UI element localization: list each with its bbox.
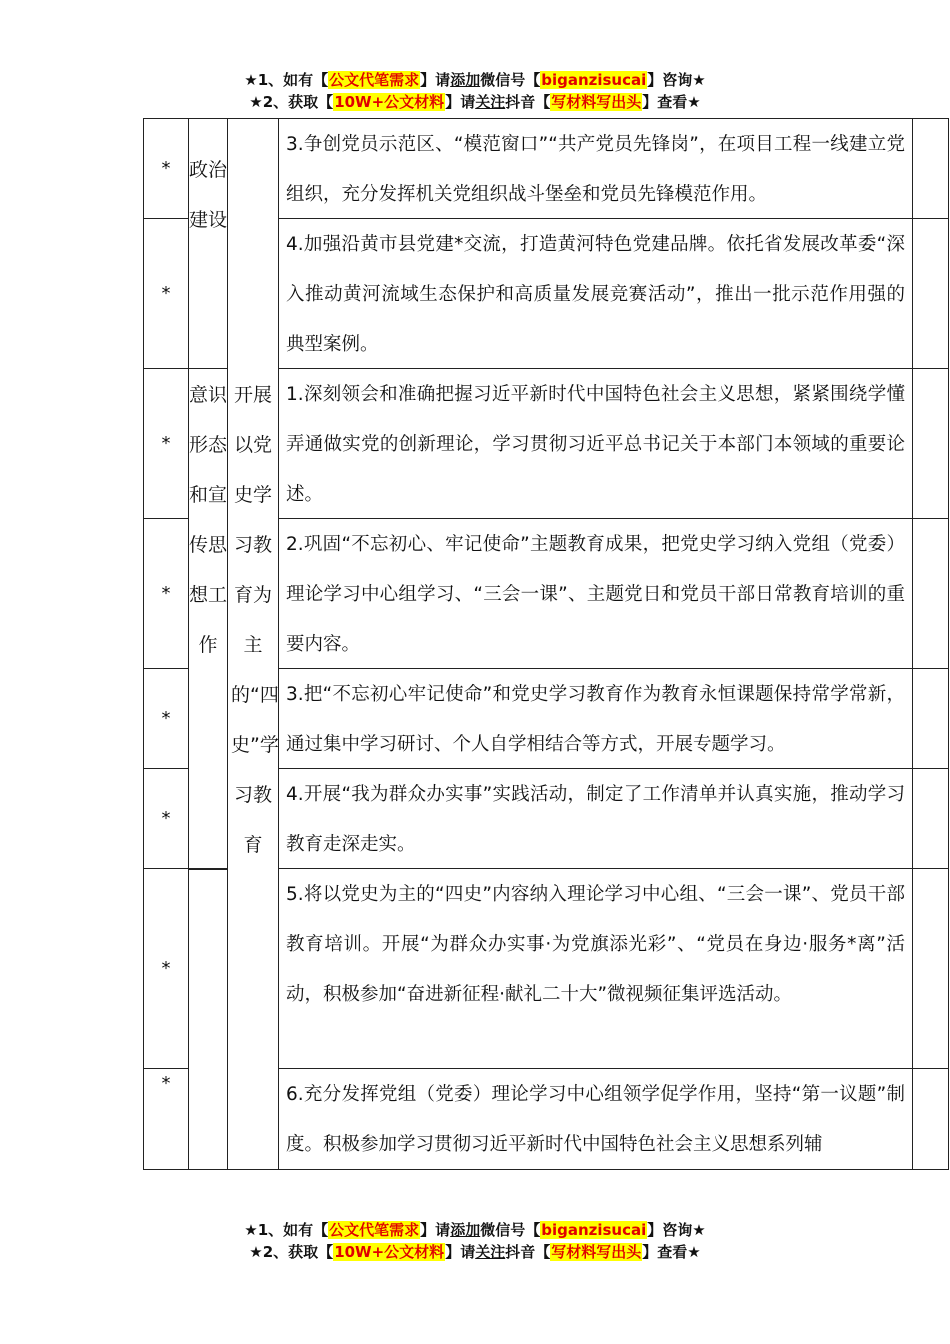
work-table [143, 118, 949, 1170]
banner1-highlight-service: 公文代笔需求 [329, 71, 420, 89]
banner2-suffix: 】查看★ [642, 1243, 701, 1261]
row-content: 1.深刻领会和准确把握习近平新时代中国特色社会主义思想，紧紧围绕学懂弄通做实党的创新理论，学习贯彻习近平总书记关于本部门本领域的重要论述。 [286, 384, 905, 505]
banner1-prefix: ★1、如有【 [244, 1221, 329, 1239]
row-content: 5.将以党史为主的“四史”内容纳入理论学习中心组、“三会一课”、党员干部教育培训。开展“为群众办实事·为党旗添光彩”、“党员在身边·服务*离”活动，积极参加“奋进新征程·献礼二十大”微视频征集评选活动。 [286, 884, 905, 1005]
blank-cell [912, 768, 949, 869]
row-mark: * [161, 708, 171, 729]
row-mark: * [161, 1073, 171, 1094]
banner1-underlined: 添加 [450, 1221, 481, 1239]
blank-cell [912, 868, 949, 1069]
banner2-text-2: 抖音【 [505, 93, 551, 111]
banner2-underlined: 关注 [475, 1243, 506, 1261]
banner2-suffix: 】查看★ [642, 93, 701, 111]
blank-cell [912, 218, 949, 369]
banner1-highlight-wechat: biganzisucai [541, 1221, 647, 1239]
banner2-prefix: ★2、获取【 [249, 93, 334, 111]
banner2-highlight-douyin: 写材料写出头 [551, 93, 642, 111]
row-content: 2.巩固“不忘初心、牢记使命”主题教育成果，把党史学习纳入党组（党委）理论学习中心组学习、“三会一课”、主题党日和党员干部日常教育培训的重要内容。 [286, 534, 905, 655]
blank-cell [912, 518, 949, 669]
banner1-text: 】请 [420, 1221, 451, 1239]
banner2-text: 】请 [445, 1243, 476, 1261]
banner-line-2 [0, 1241, 950, 1263]
row-mark: * [161, 958, 171, 979]
banner1-text-2: 微信号【 [480, 1221, 541, 1239]
banner2-text: 】请 [445, 93, 476, 111]
row-content: 3.把“不忘初心牢记使命”和党史学习教育作为教育永恒课题保持常学常新，通过集中学习研讨、个人自学相结合等方式，开展专题学习。 [286, 684, 905, 755]
banner1-prefix: ★1、如有【 [244, 71, 329, 89]
top-banner [0, 69, 950, 113]
banner2-highlight-materials: 10W+公文材料 [334, 93, 445, 111]
row-content: 4.加强沿黄市县党建*交流，打造黄河特色党建品牌。依托省发展改革委“深入推动黄河流域生态保护和高质量发展竞赛活动”，推出一批示范作用强的典型案例。 [286, 234, 905, 355]
category-history: 开展以党史学习教育为主的“四史”学习教育 [231, 384, 279, 856]
category-ideology: 意识形态和宣传思想工作 [188, 384, 227, 656]
blank-cell [912, 1068, 949, 1170]
banner2-prefix: ★2、获取【 [249, 1243, 334, 1261]
banner-line-1 [0, 1219, 950, 1241]
banner2-text-2: 抖音【 [505, 1243, 551, 1261]
row-mark: * [161, 583, 171, 604]
banner1-suffix: 】咨询★ [647, 1221, 706, 1239]
banner1-text: 】请 [420, 71, 451, 89]
category-political: 政治建设 [188, 159, 227, 231]
bottom-banner [0, 1219, 950, 1263]
blank-cell [912, 368, 949, 519]
category-cell [188, 868, 228, 1170]
banner2-underlined: 关注 [475, 93, 506, 111]
banner1-highlight-wechat: biganzisucai [541, 71, 647, 89]
banner2-highlight-douyin: 写材料写出头 [551, 1243, 642, 1261]
row-mark: * [161, 808, 171, 829]
banner-line-1 [0, 69, 950, 91]
banner1-text-2: 微信号【 [480, 71, 541, 89]
row-content: 4.开展“我为群众办实事”实践活动，制定了工作清单并认真实施，推动学习教育走深走实。 [286, 784, 905, 855]
banner1-underlined: 添加 [450, 71, 481, 89]
blank-cell [912, 668, 949, 769]
row-mark: * [161, 283, 171, 304]
row-mark: * [161, 158, 171, 179]
banner1-suffix: 】咨询★ [647, 71, 706, 89]
banner-line-2 [0, 91, 950, 113]
banner2-highlight-materials: 10W+公文材料 [334, 1243, 445, 1261]
row-mark: * [161, 433, 171, 454]
banner1-highlight-service: 公文代笔需求 [329, 1221, 420, 1239]
blank-cell [912, 118, 949, 219]
row-content: 3.争创党员示范区、“模范窗口”“共产党员先锋岗”，在项目工程一线建立党组织，充分发挥机关党组织战斗堡垒和党员先锋模范作用。 [286, 134, 905, 205]
row-content: 6.充分发挥党组（党委）理论学习中心组领学促学作用，坚持“第一议题”制度。积极参加学习贯彻习近平新时代中国特色社会主义思想系列辅 [286, 1084, 905, 1155]
